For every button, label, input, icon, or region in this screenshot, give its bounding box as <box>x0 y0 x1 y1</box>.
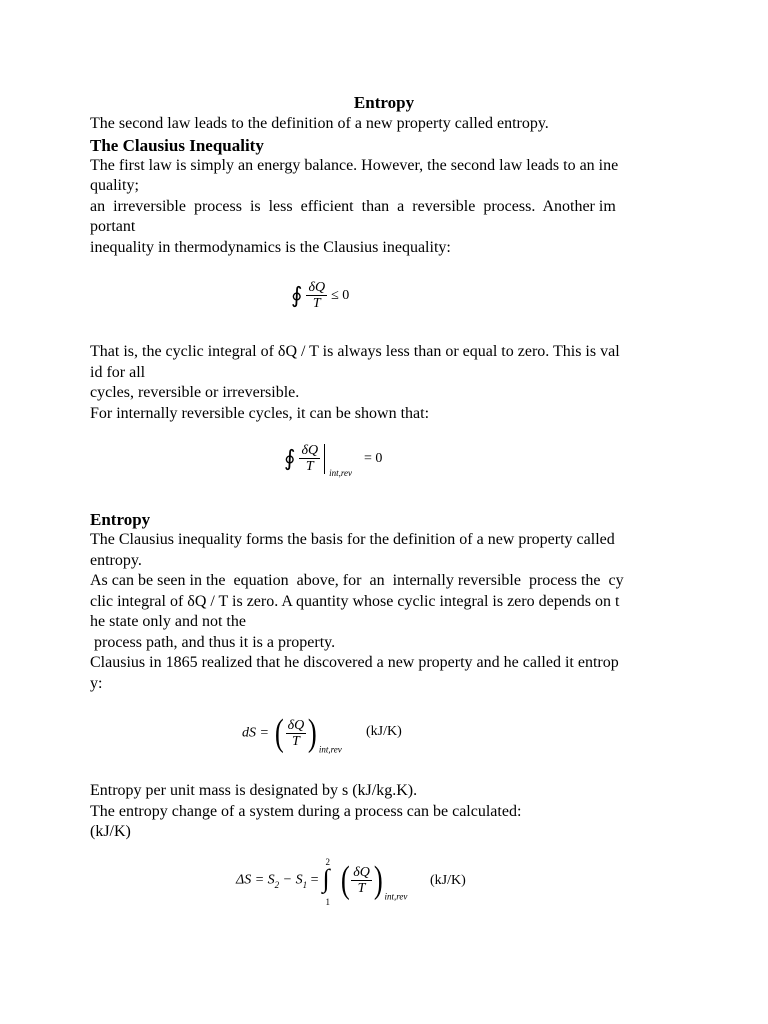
paragraph-1-line: portant <box>90 218 136 235</box>
fraction <box>351 865 372 896</box>
section-entropy <box>90 509 680 694</box>
numerator: δQ <box>308 280 326 295</box>
right-paren: ) <box>373 859 383 901</box>
paragraph-3-line: process path, and thus it is a property. <box>90 633 336 651</box>
intro-text: The second law leads to the definition of a new property called entropy. <box>90 115 549 132</box>
paragraph-2-line: id for all <box>90 363 146 381</box>
paragraph-2-line: For internally reversible cycles, it can be shown that: <box>90 404 430 422</box>
upper-limit: 2 <box>325 857 331 867</box>
paragraph-2-line: That is, the cyclic integral of δQ / T is always less than or equal to zero. This is val <box>90 343 620 360</box>
document-page <box>90 92 680 258</box>
denominator: T <box>351 880 372 896</box>
integral-sign: ∫ <box>322 864 330 893</box>
paragraph-3-line: entropy. <box>90 551 142 569</box>
paragraph-1-line: The first law is simply an energy balance. However, the second law leads to an ine <box>90 156 619 174</box>
paragraph-3-line: he state only and not the <box>90 613 246 630</box>
paragraph-4-line: Entropy per unit mass is designated by s (kJ/kg.K). <box>90 782 418 799</box>
lower-limit: 1 <box>325 897 331 907</box>
paragraph-3-line: y: <box>90 674 103 692</box>
paragraph-4-line: The entropy change of a system during a process can be calculated: <box>90 802 522 820</box>
numerator: δQ <box>287 717 305 733</box>
heading-entropy: Entropy <box>90 510 151 529</box>
subscript-1: 1 <box>302 879 308 890</box>
paragraph-3-line: As can be seen in the equation above, for an internally reversible process the cy <box>90 572 624 589</box>
cyclic-integral-sign: ∮ <box>291 282 303 308</box>
relation: = 0 <box>364 451 383 467</box>
equation-clausius-inequality <box>291 280 349 311</box>
left-paren: ( <box>274 712 284 754</box>
page-title: Entropy <box>353 93 415 112</box>
relation: ≤ 0 <box>331 288 350 304</box>
paragraph-1-line: quality; <box>90 177 139 194</box>
paragraph-4 <box>90 781 680 843</box>
equation-entropy-definition <box>242 711 342 755</box>
denominator: T <box>306 295 327 311</box>
lhs: dS = <box>242 725 269 741</box>
equation-reversible-cycle <box>284 443 382 478</box>
paragraph-3-line: clic integral of δQ / T is zero. A quantity whose cyclic integral is zero depends on t <box>90 592 620 610</box>
fraction <box>306 280 327 311</box>
subscript: int,rev <box>318 744 342 755</box>
equals: = <box>307 872 319 888</box>
subscript-2: 2 <box>274 879 280 890</box>
subscript: int,rev <box>329 468 353 479</box>
numerator: δQ <box>301 443 319 458</box>
cyclic-integral-sign: ∮ <box>284 445 296 471</box>
lhs-delta-s: ΔS = S <box>236 872 275 888</box>
definite-integral <box>322 857 335 907</box>
denominator: T <box>286 733 307 749</box>
fraction <box>286 718 307 749</box>
paragraph-4-line: (kJ/K) <box>90 823 131 840</box>
right-paren: ) <box>308 712 317 754</box>
numerator: δQ <box>353 864 370 880</box>
fraction <box>299 443 320 474</box>
paragraph-1-line: inequality in thermodynamics is the Clausius inequality: <box>90 238 451 256</box>
left-paren: ( <box>340 859 350 901</box>
unit-label: (kJ/K) <box>366 724 402 739</box>
paragraph-3-line: Clausius in 1865 realized that he discovered a new property and he called it entrop <box>90 654 619 671</box>
subscript: int,rev <box>384 891 408 902</box>
heading-clausius-inequality: The Clausius Inequality <box>90 135 264 155</box>
unit-label: (kJ/K) <box>430 873 466 888</box>
denominator: T <box>299 458 320 474</box>
paragraph-3-line: The Clausius inequality forms the basis for the definition of a new property called <box>90 531 615 548</box>
equation-entropy-change <box>236 857 408 907</box>
paragraph-2 <box>90 342 680 424</box>
paragraph-2-line: cycles, reversible or irreversible. <box>90 384 300 401</box>
minus-s: − S <box>279 872 303 888</box>
paragraph-1-line: an irreversible process is less efficient than a reversible process. Another im <box>90 197 616 215</box>
evaluation-bar <box>324 444 325 474</box>
